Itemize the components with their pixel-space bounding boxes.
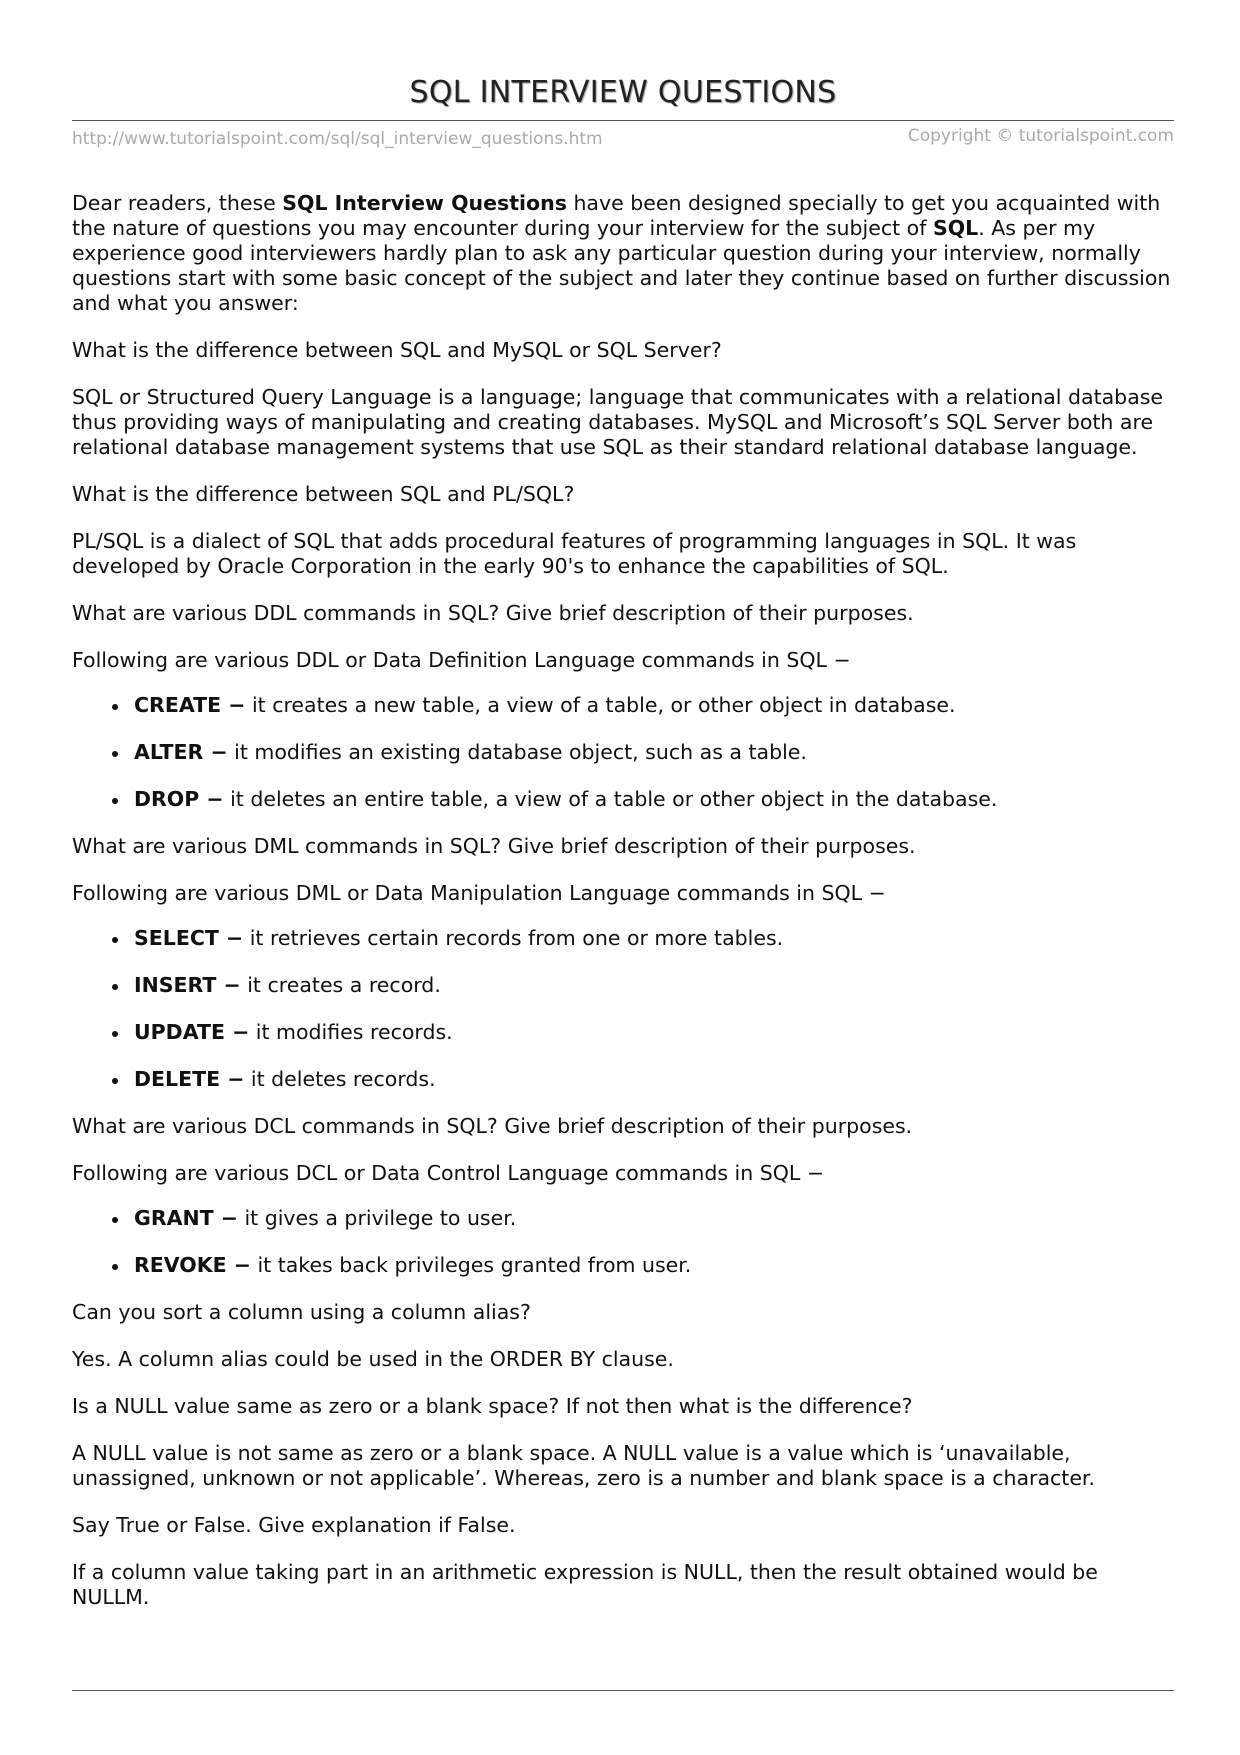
page-title: SQL INTERVIEW QUESTIONS — [409, 75, 837, 110]
command-description: it takes back privileges granted from user. — [250, 1253, 692, 1277]
ddl-command-list — [72, 693, 1174, 812]
command-description: it creates a record. — [240, 973, 441, 997]
command-description: it gives a privilege to user. — [237, 1206, 517, 1230]
command-term: DROP − — [134, 787, 224, 811]
question: What is the difference between SQL and PL/SQL? — [72, 482, 575, 506]
command-description: it deletes records. — [244, 1067, 436, 1091]
answer: SQL or Structured Query Language is a language; language that communicates with a relational database thus providing ways of manipulating and creating databases. MySQL and Microsoft’s SQL Server both are relational database management systems that use SQL as their standard relational database language. — [72, 385, 1164, 459]
answer: Following are various DML or Data Manipulation Language commands in SQL − — [72, 881, 886, 905]
command-term: INSERT − — [134, 973, 241, 997]
answer: Yes. A column alias could be used in the ORDER BY clause. — [72, 1347, 674, 1371]
command-description: it creates a new table, a view of a table, or other object in database. — [245, 693, 956, 717]
command-description: it retrieves certain records from one or more tables. — [243, 926, 784, 950]
list-item — [134, 1206, 1174, 1231]
answer: PL/SQL is a dialect of SQL that adds procedural features of programming languages in SQL. It was developed by Oracle Corporation in the early 90's to enhance the capabilities of SQL. — [72, 529, 1077, 578]
question: Can you sort a column using a column alias? — [72, 1300, 531, 1324]
command-description: it deletes an entire table, a view of a table or other object in the database. — [223, 787, 998, 811]
list-item — [134, 973, 1174, 998]
list-item — [134, 693, 1174, 718]
command-description: it modifies an existing database object, such as a table. — [227, 740, 807, 764]
command-term: REVOKE − — [134, 1253, 251, 1277]
list-item — [134, 740, 1174, 765]
command-term: UPDATE − — [134, 1020, 250, 1044]
question: Say True or False. Give explanation if False. — [72, 1513, 516, 1537]
list-item — [134, 926, 1174, 951]
intro-bold-term: SQL — [932, 216, 979, 240]
question: What is the difference between SQL and MySQL or SQL Server? — [72, 338, 722, 362]
question: What are various DML commands in SQL? Give brief description of their purposes. — [72, 834, 916, 858]
answer: If a column value taking part in an arithmetic expression is NULL, then the result obtained would be NULLM. — [72, 1560, 1098, 1609]
document-body — [72, 191, 1174, 1610]
command-description: it modifies records. — [249, 1020, 453, 1044]
answer: A NULL value is not same as zero or a blank space. A NULL value is a value which is ‘unavailable, unassigned, unknown or not applicable’. Whereas, zero is a number and blank space is a character. — [72, 1441, 1095, 1490]
question: Is a NULL value same as zero or a blank space? If not then what is the difference? — [72, 1394, 913, 1418]
dml-command-list — [72, 926, 1174, 1092]
list-item — [134, 787, 1174, 812]
intro-text: Dear readers, these — [72, 191, 283, 215]
question: What are various DCL commands in SQL? Give brief description of their purposes. — [72, 1114, 913, 1138]
intro-text: have been designed specially to get you acquainted with the nature of questions you may encounter during your interview for the subject of — [72, 191, 1161, 240]
footer-divider — [72, 1690, 1174, 1691]
answer: Following are various DCL or Data Control Language commands in SQL − — [72, 1161, 825, 1185]
list-item — [134, 1253, 1174, 1278]
command-term: CREATE − — [134, 693, 246, 717]
header-divider — [72, 120, 1174, 121]
list-item — [134, 1067, 1174, 1092]
list-item — [134, 1020, 1174, 1045]
command-term: GRANT − — [134, 1206, 238, 1230]
command-term: DELETE − — [134, 1067, 245, 1091]
command-term: SELECT − — [134, 926, 244, 950]
copyright-notice: Copyright © tutorialspoint.com — [907, 126, 1174, 146]
answer: Following are various DDL or Data Definition Language commands in SQL − — [72, 648, 851, 672]
command-term: ALTER − — [134, 740, 228, 764]
document-page — [72, 0, 1174, 1632]
source-url: http://www.tutorialspoint.com/sql/sql_interview_questions.htm — [72, 129, 603, 149]
page-meta — [72, 126, 1174, 157]
question: What are various DDL commands in SQL? Give brief description of their purposes. — [72, 601, 914, 625]
intro-bold-term: SQL Interview Questions — [282, 191, 567, 215]
intro-text: . As per my experience good interviewers hardly plan to ask any particular question during your interview, normally questions start with some basic concept of the subject and later they continue based on further discussion and what you answer: — [72, 216, 1171, 315]
dcl-command-list — [72, 1206, 1174, 1278]
intro-paragraph — [72, 191, 1174, 316]
